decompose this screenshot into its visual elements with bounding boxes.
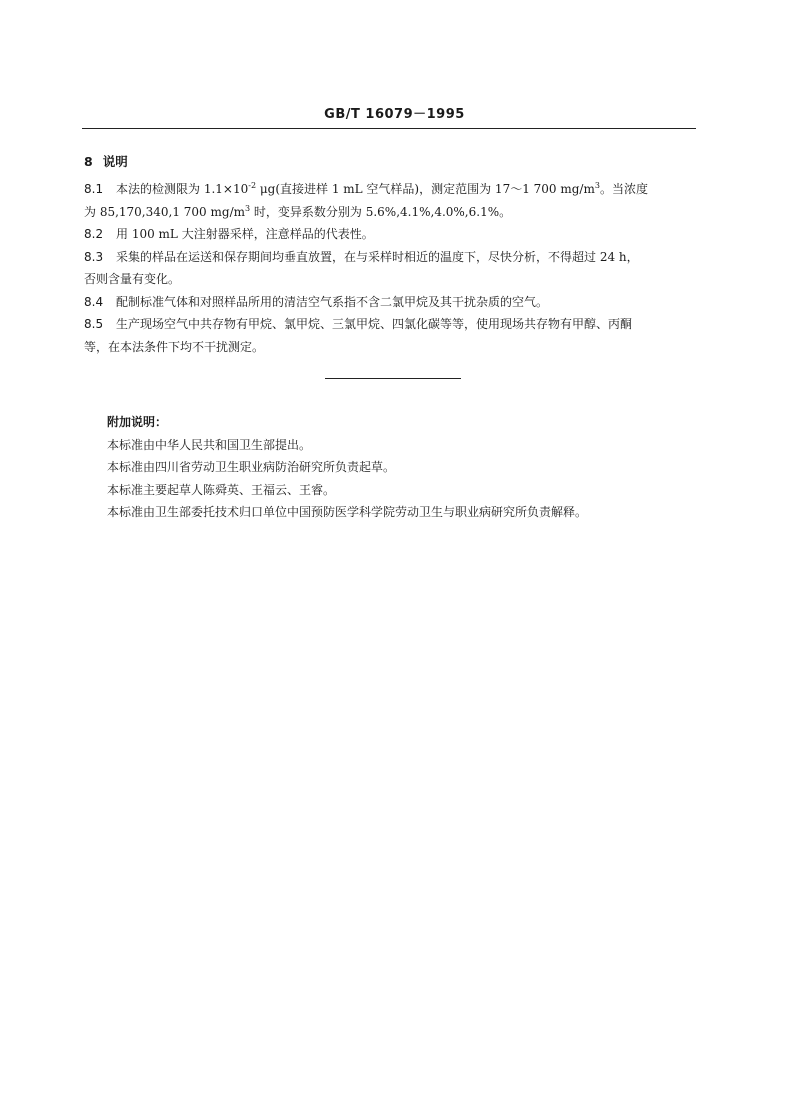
clause-8-1-continuation [84,201,696,224]
page-header: GB/T 16079－1995 [324,107,465,122]
clause-8-4 [84,291,696,314]
clause-text: 时，变异系数分别为 5.6%,4.1%,4.0%,6.1%。 [250,204,512,219]
section-divider [325,378,461,379]
clause-8-5 [84,313,696,336]
clause-8-5-continuation: 等，在本法条件下均不干扰测定。 [84,339,265,354]
superscript: -2 [248,181,257,190]
clause-number: 8.4 [84,294,104,309]
clauses [84,178,696,358]
clause-text: 配制标准气体和对照样品所用的清洁空气系指不含二氯甲烷及其干扰杂质的空气。 [116,294,549,309]
section-heading [84,152,128,170]
note-line: 本标准由卫生部委托技术归口单位中国预防医学科学院劳动卫生与职业病研究所负责解释。 [107,505,588,519]
clause-number: 8.2 [84,227,104,241]
superscript: 3 [594,181,600,190]
clause-text: 生产现场空气中共存物有甲烷、氯甲烷、三氯甲烷、四氯化碳等等，使用现场共存物有甲醇、丙酮 [116,317,633,331]
clause-text: 。当浓度 [599,182,648,196]
section-number: 8 [84,154,93,169]
clause-8-1 [84,178,696,201]
note-line: 本标准由四川省劳动卫生职业病防治研究所负责起草。 [107,460,396,474]
clause-8-2 [84,223,696,246]
header-rule [82,128,696,129]
clause-text: μg(直接进样 1 mL 空气样品)，测定范围为 17～1 700 mg/m [256,182,595,196]
clause-text: 为 85,170,340,1 700 mg/m [84,204,245,219]
clause-number: 8.1 [84,182,104,196]
clause-number: 8.5 [84,317,104,331]
superscript: 3 [245,203,251,213]
additional-notes [107,411,707,524]
clause-8-3-continuation: 否则含量有变化。 [84,272,181,286]
notes-title: 附加说明： [107,415,168,429]
section-title: 说明 [102,154,128,169]
clause-text: 用 100 mL 大注射器采样，注意样品的代表性。 [116,227,374,241]
clause-text: 采集的样品在运送和保存期间均垂直放置，在与采样时相近的温度下，尽快分析，不得超过 24 h， [116,249,639,264]
clause-8-3 [84,246,696,269]
note-line: 本标准由中华人民共和国卫生部提出。 [107,437,312,452]
clause-text: 本法的检测限为 1.1×10 [116,182,249,196]
note-line: 本标准主要起草人陈舜英、王福云、王睿。 [107,482,336,497]
clause-number: 8.3 [84,249,104,264]
